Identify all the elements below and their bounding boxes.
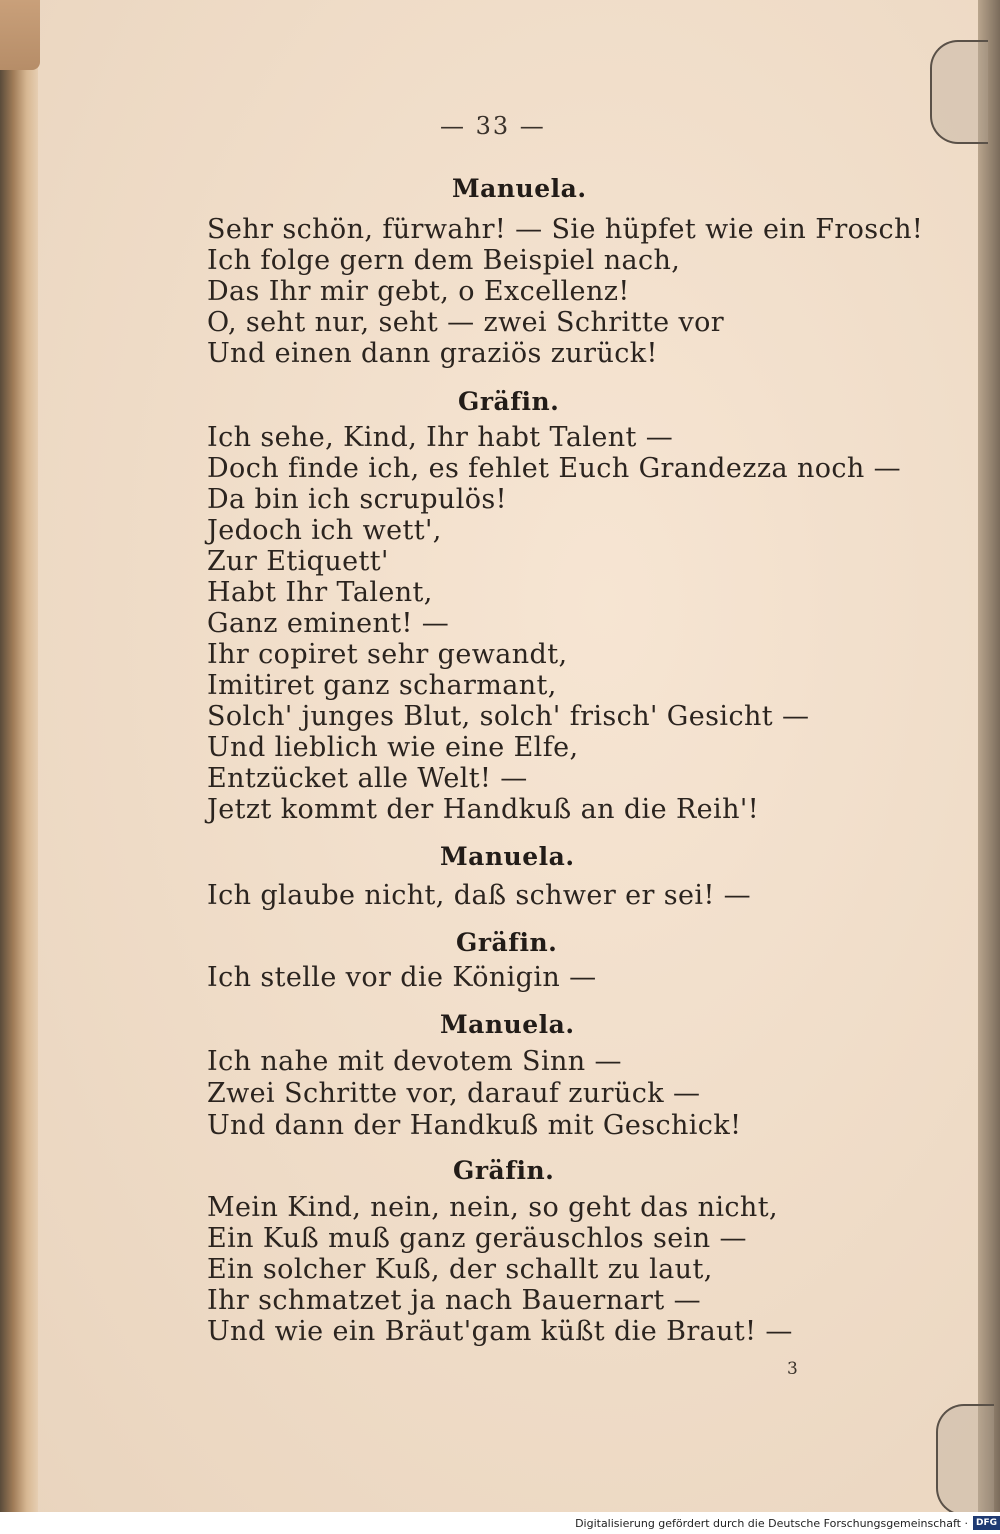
verse-line: Ich sehe, Kind, Ihr habt Talent — <box>207 422 674 453</box>
verse-line: Ihr schmatzet ja nach Bauernart — <box>207 1285 701 1316</box>
speaker-heading: Gräfin. <box>453 1156 555 1185</box>
verse-line: Doch finde ich, es fehlet Euch Grandezza noch — <box>207 453 902 484</box>
verse-line: Habt Ihr Talent, <box>207 577 433 608</box>
verse-line: Zwei Schritte vor, darauf zurück — <box>207 1078 701 1109</box>
verse-line: Ein Kuß muß ganz geräuschlos sein — <box>207 1223 747 1254</box>
verse-line: Sehr schön, fürwahr! — Sie hüpfet wie ein Frosch! <box>207 214 924 245</box>
verse-line: Da bin ich scrupulös! <box>207 484 507 515</box>
digitization-footer <box>0 1512 1000 1533</box>
verse-line: Jetzt kommt der Handkuß an die Reih'! <box>207 794 759 825</box>
page-number: — 33 — <box>440 112 546 140</box>
speaker-heading: Gräfin. <box>458 387 560 416</box>
verse-line: Ich glaube nicht, daß schwer er sei! — <box>207 880 752 911</box>
speaker-heading: Manuela. <box>440 1010 575 1039</box>
binding-corner <box>0 0 40 70</box>
verse-line: Jedoch ich wett', <box>207 515 442 546</box>
verse-line: Ein solcher Kuß, der schallt zu laut, <box>207 1254 713 1285</box>
verse-line: Das Ihr mir gebt, o Excellenz! <box>207 276 630 307</box>
verse-line: Ihr copiret sehr gewandt, <box>207 639 568 670</box>
verse-line: Ich nahe mit devotem Sinn — <box>207 1046 622 1077</box>
speaker-heading: Gräfin. <box>456 928 558 957</box>
verse-line: Zur Etiquett' <box>207 546 389 577</box>
page-clip-bottom <box>936 1404 994 1512</box>
verse-line: Und dann der Handkuß mit Geschick! <box>207 1110 742 1141</box>
dfg-logo: DFG <box>973 1516 1000 1530</box>
funding-credit: Digitalisierung gefördert durch die Deutsche Forschungsgemeinschaft · <box>575 1517 968 1530</box>
verse-line: Und lieblich wie eine Elfe, <box>207 732 579 763</box>
verse-line: Ich folge gern dem Beispiel nach, <box>207 245 681 276</box>
book-binding <box>0 0 38 1512</box>
verse-line: Mein Kind, nein, nein, so geht das nicht, <box>207 1192 778 1223</box>
speaker-heading: Manuela. <box>440 842 575 871</box>
verse-line: Ich stelle vor die Königin — <box>207 962 597 993</box>
verse-line: Und einen dann graziös zurück! <box>207 338 658 369</box>
verse-line: Entzücket alle Welt! — <box>207 763 528 794</box>
verse-line: Imitiret ganz scharmant, <box>207 670 557 701</box>
verse-line: Ganz eminent! — <box>207 608 450 639</box>
page-edge <box>978 0 1000 1512</box>
verse-line: Solch' junges Blut, solch' frisch' Gesicht — <box>207 701 810 732</box>
page-clip-top <box>930 40 988 144</box>
verse-line: Und wie ein Bräut'gam küßt die Braut! — <box>207 1316 793 1347</box>
printer-signature: 3 <box>787 1359 798 1379</box>
speaker-heading: Manuela. <box>452 174 587 203</box>
verse-line: O, seht nur, seht — zwei Schritte vor <box>207 307 725 338</box>
